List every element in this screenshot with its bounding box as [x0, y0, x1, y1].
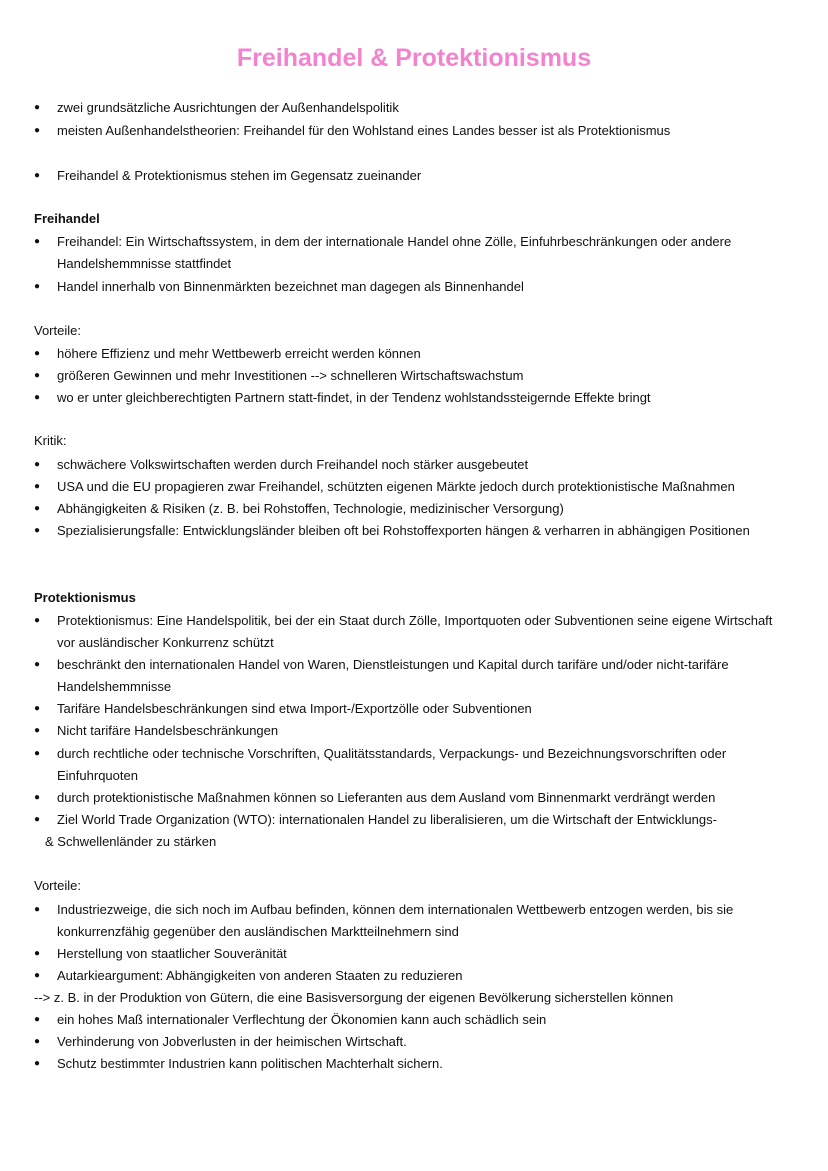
list-item: ● Protektionismus: Eine Handelspolitik, bei der ein Staat durch Zölle, Importquoten oder Subventionen seine eigene Wirtschaft vor ausländischer Konkurrenz schützt [34, 610, 777, 654]
list-item: ● Schutz bestimmter Industrien kann politischen Machterhalt sichern. [34, 1053, 827, 1075]
list-item: ● meisten Außenhandelstheorien: Freihandel für den Wohlstand eines Landes besser ist als Protektionismus [34, 120, 827, 142]
subheading-vorteile: Vorteile: [34, 878, 81, 893]
subheading-vorteile: Vorteile: [34, 323, 81, 338]
list-item: ● Verhinderung von Jobverlusten in der heimischen Wirtschaft. [34, 1031, 827, 1053]
list-item: ● Herstellung von staatlicher Souveränität [34, 943, 827, 965]
page-title: Freihandel & Protektionismus [236, 44, 592, 72]
list-item: ● Nicht tarifäre Handelsbeschränkungen [34, 720, 827, 742]
list-item-continuation: & Schwellenländer zu stärken [45, 834, 217, 849]
list-item: ● Ziel World Trade Organization (WTO): internationalen Handel zu liberalisieren, um die Wirtschaft der Entwicklungs- [34, 809, 827, 831]
list-item: ● durch protektionistische Maßnahmen können so Lieferanten aus dem Ausland vom Binnenmarkt verdrängt werden [34, 787, 827, 809]
list-item: ● Industriezweige, die sich noch im Aufbau befinden, können dem internationalen Wettbewerb entzogen werden, bis sie konkurrenzfähig gegenüber den ausländischen Marktteilnehmern sind [34, 899, 787, 943]
list-item: ● zwei grundsätzliche Ausrichtungen der Außenhandelspolitik [34, 97, 827, 119]
list-item: ● USA und die EU propagieren zwar Freihandel, schützten eigenen Märkte jedoch durch protektionistische Maßnahmen [34, 476, 827, 498]
list-item: ● Autarkieargument: Abhängigkeiten von anderen Staaten zu reduzieren [34, 965, 827, 987]
list-item: ● Handel innerhalb von Binnenmärkten bezeichnet man dagegen als Binnenhandel [34, 276, 827, 298]
list-item: ● größeren Gewinnen und mehr Investitionen --> schnelleren Wirtschaftswachstum [34, 365, 827, 387]
list-item: ● Tarifäre Handelsbeschränkungen sind etwa Import-/Exportzölle oder Subventionen [34, 698, 827, 720]
list-item: ● Freihandel & Protektionismus stehen im Gegensatz zueinander [34, 165, 827, 187]
list-item: ● Freihandel: Ein Wirtschaftssystem, in dem der internationale Handel ohne Zölle, Einfuhrbeschränkungen oder andere Handelshemmnisse stattfindet [34, 231, 797, 275]
section-heading-freihandel: Freihandel [34, 211, 100, 226]
section-heading-protektionismus: Protektionismus [34, 590, 136, 605]
list-item: ● durch rechtliche oder technische Vorschriften, Qualitätsstandards, Verpackungs- und Bezeichnungsvorschriften oder Einfuhrquoten [34, 743, 797, 787]
list-item-note: --> z. B. in der Produktion von Gütern, die eine Basisversorgung der eigenen Bevölkerung sicherstellen können [34, 990, 674, 1005]
list-item: ● schwächere Volkswirtschaften werden durch Freihandel noch stärker ausgebeutet [34, 454, 827, 476]
list-item: ● wo er unter gleichberechtigten Partnern statt-findet, in der Tendenz wohlstandssteigernde Effekte bringt [34, 387, 827, 409]
list-item: ● Spezialisierungsfalle: Entwicklungsländer bleiben oft bei Rohstoffexporten hängen & verharren in abhängigen Positionen [34, 520, 828, 542]
list-item: ● beschränkt den internationalen Handel von Waren, Dienstleistungen und Kapital durch tarifäre und/oder nicht-tarifäre Handelshemmnisse [34, 654, 797, 698]
list-item: ● ein hohes Maß internationaler Verflechtung der Ökonomien kann auch schädlich sein [34, 1009, 827, 1031]
list-item: ● höhere Effizienz und mehr Wettbewerb erreicht werden können [34, 343, 827, 365]
list-item: ● Abhängigkeiten & Risiken (z. B. bei Rohstoffen, Technologie, medizinischer Versorgung) [34, 498, 827, 520]
subheading-kritik: Kritik: [34, 433, 67, 448]
